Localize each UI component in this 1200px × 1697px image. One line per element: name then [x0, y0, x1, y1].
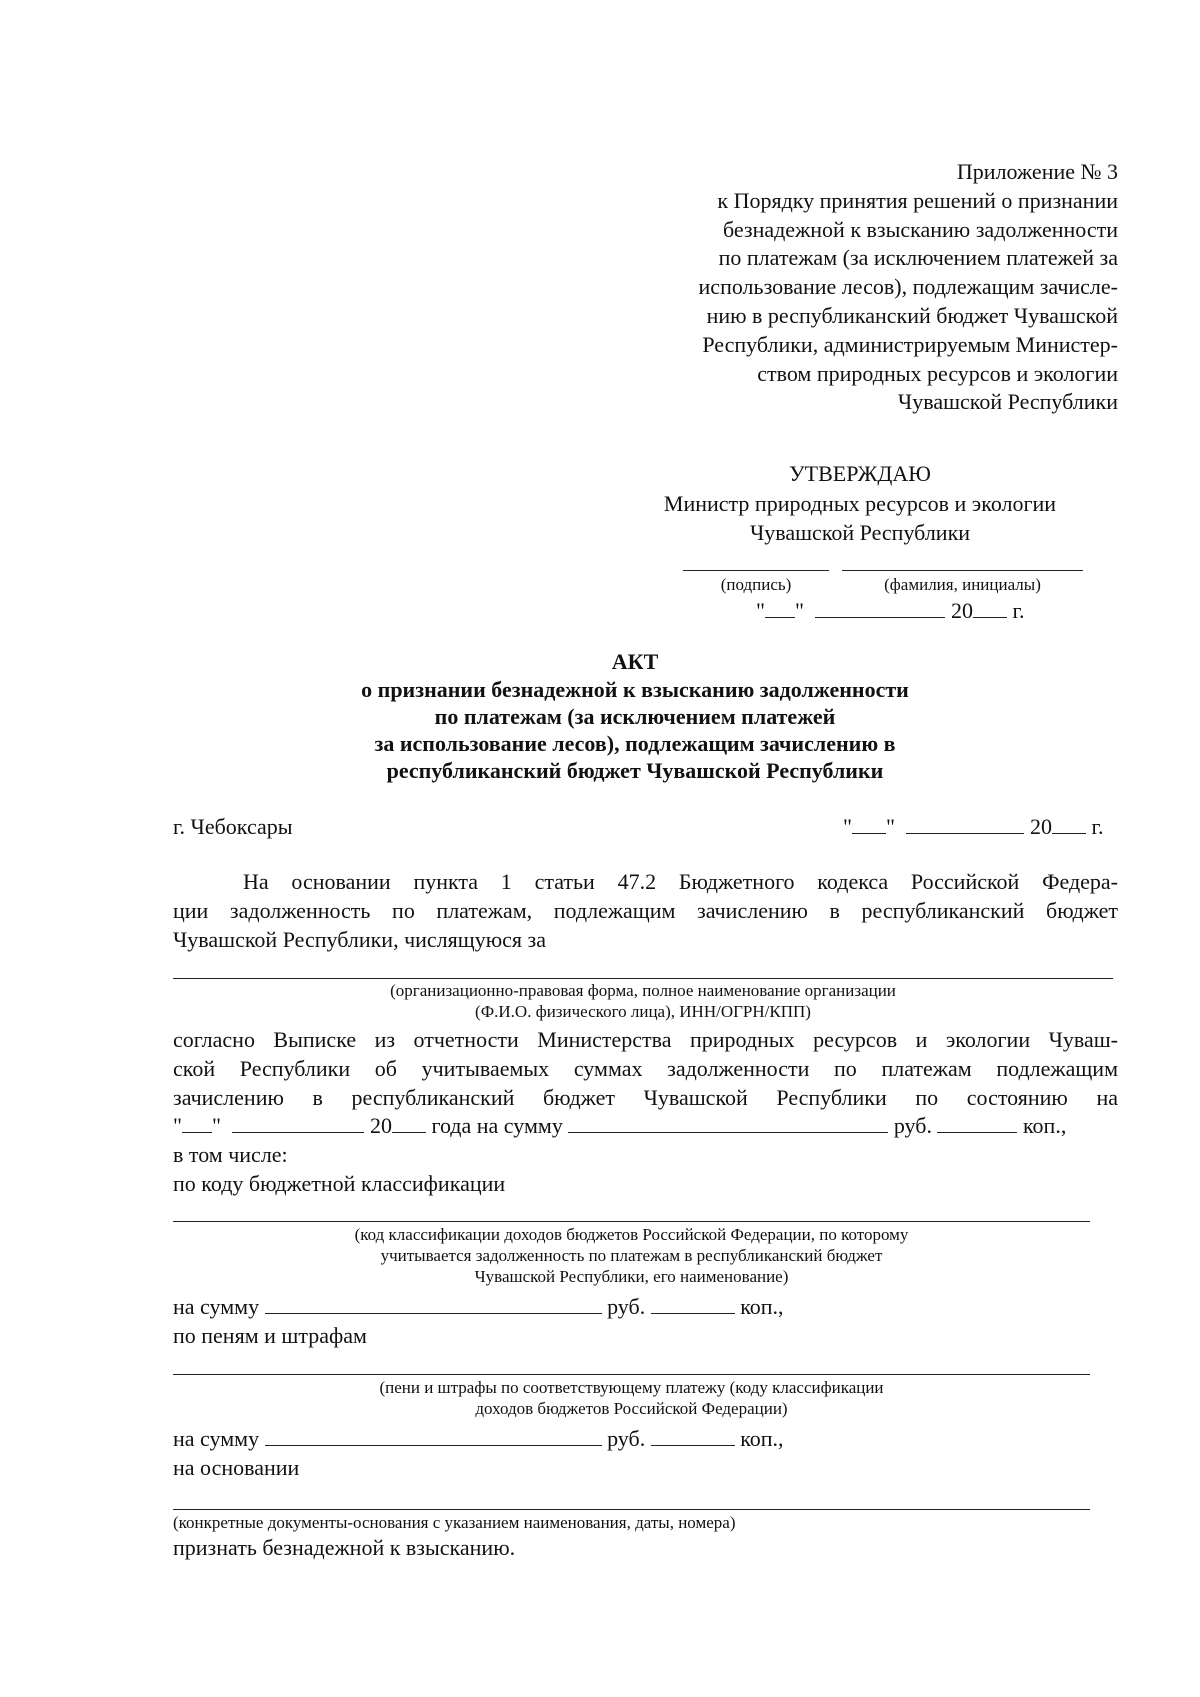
- para2-line: согласно Выписке из отчетности Министерства природных ресурсов и экологии Чуваш-: [173, 1027, 1118, 1052]
- para1-line: На основании пункта 1 статьи 47.2 Бюджетного кодекса Российской Федера-: [243, 869, 1118, 894]
- date-sum-mid: года на сумму: [431, 1113, 563, 1138]
- rub-label: руб.: [607, 1294, 646, 1319]
- appendix-title: Приложение № 3: [956, 159, 1118, 184]
- quote-open: ": [843, 814, 852, 839]
- name-line: [842, 570, 1083, 571]
- sum1-line: [173, 1293, 784, 1321]
- penalty-caption: (пени и штрафы по соответствующему платежу (коду классификации: [379, 1378, 884, 1397]
- conclusion: признать безнадежной к взысканию.: [173, 1535, 516, 1560]
- para1-line: Чувашской Республики, числящуюся за: [173, 927, 546, 952]
- basis-label: на основании: [173, 1455, 300, 1480]
- act-subtitle-line: по платежам (за исключением платежей: [434, 704, 836, 729]
- quote-open: ": [756, 598, 765, 623]
- act-title: АКТ: [611, 649, 659, 674]
- name-caption: (фамилия, инициалы): [884, 575, 1041, 594]
- day-blank: [852, 813, 886, 834]
- month-blank: [815, 597, 945, 618]
- appendix-line: Чувашской Республики: [897, 389, 1118, 415]
- kop-blank: [651, 1425, 735, 1446]
- kbk-caption: (код классификации доходов бюджетов Российской Федерации, по которому: [354, 1225, 909, 1244]
- year-blank: [1052, 813, 1086, 834]
- appendix-line: по платежам (за исключением платежей за: [718, 245, 1118, 271]
- appendix-block: [598, 158, 1118, 417]
- appendix-line: нию в республиканский бюджет Чувашской: [706, 302, 1118, 328]
- approval-date: [756, 597, 1025, 625]
- quote-close: ": [211, 1113, 221, 1138]
- day-blank: [765, 597, 795, 618]
- sum-blank: [568, 1112, 888, 1133]
- day-blank: [182, 1112, 212, 1133]
- year-prefix: 20: [369, 1113, 392, 1138]
- kbk-caption: Чувашской Республики, его наименование): [474, 1267, 789, 1286]
- basis-blank-line: [173, 1509, 1090, 1510]
- year-blank: [973, 597, 1007, 618]
- appendix-line: Республики, администрируемым Министер-: [702, 331, 1118, 357]
- year-suffix: г.: [1091, 814, 1104, 839]
- act-subtitle-line: за использование лесов), подлежащим зачислению в: [374, 731, 896, 756]
- year-prefix: 20: [1029, 814, 1052, 839]
- signature-line: [683, 570, 829, 571]
- act-subtitle-line: о признании безнадежной к взысканию задолженности: [361, 677, 909, 702]
- penalty-label: по пеням и штрафам: [173, 1323, 367, 1348]
- kop-label: коп.,: [740, 1294, 784, 1319]
- including-label: в том числе:: [173, 1142, 288, 1167]
- sum-label: на сумму: [173, 1426, 260, 1451]
- kop-label: коп.,: [740, 1426, 784, 1451]
- approval-position: Министр природных ресурсов и экологии: [663, 491, 1057, 516]
- quote-open: ": [173, 1113, 182, 1138]
- sum-label: на сумму: [173, 1294, 260, 1319]
- kbk-label: по коду бюджетной классификации: [173, 1171, 506, 1196]
- para1-line: ции задолженность по платежам, подлежащим зачислению в республиканский бюджет: [173, 898, 1118, 923]
- rub-label: руб.: [893, 1113, 932, 1138]
- act-date: [843, 813, 1104, 841]
- kbk-caption: учитывается задолженность по платежам в республиканский бюджет: [380, 1246, 883, 1265]
- approval-org: Чувашской Республики: [749, 520, 971, 545]
- org-blank-line: [173, 978, 1113, 979]
- kop-label: коп.,: [1022, 1113, 1067, 1138]
- basis-caption: (конкретные документы-основания с указанием наименования, даты, номера): [173, 1513, 736, 1532]
- month-blank: [232, 1112, 364, 1133]
- month-blank: [906, 813, 1024, 834]
- appendix-line: к Порядку принятия решений о признании: [717, 187, 1118, 213]
- para2-line: зачислению в республиканский бюджет Чувашской Республики по состоянию на: [173, 1085, 1118, 1110]
- quote-close: ": [885, 814, 895, 839]
- kbk-blank-line: [173, 1221, 1090, 1222]
- penalty-caption: доходов бюджетов Российской Федерации): [475, 1399, 788, 1418]
- year-prefix: 20: [950, 598, 973, 623]
- appendix-line: ством природных ресурсов и экологии: [757, 360, 1118, 386]
- rub-label: руб.: [607, 1426, 646, 1451]
- sum-blank: [265, 1293, 602, 1314]
- sum-blank: [265, 1425, 602, 1446]
- appendix-line: безнадежной к взысканию задолженности: [722, 216, 1118, 242]
- para2-line: ской Республики об учитываемых суммах задолженности по платежам подлежащим: [173, 1056, 1118, 1081]
- penalty-blank-line: [173, 1374, 1090, 1375]
- approval-title: УТВЕРЖДАЮ: [789, 461, 931, 486]
- kop-blank: [937, 1112, 1017, 1133]
- year-blank: [392, 1112, 426, 1133]
- quote-close: ": [794, 598, 804, 623]
- act-subtitle-line: республиканский бюджет Чувашской Республики: [386, 758, 884, 783]
- kop-blank: [651, 1293, 735, 1314]
- city: г. Чебоксары: [173, 814, 293, 839]
- org-caption: (Ф.И.О. физического лица), ИНН/ОГРН/КПП): [475, 1002, 811, 1021]
- date-sum-line: [173, 1112, 1066, 1140]
- year-suffix: г.: [1012, 598, 1025, 623]
- appendix-line: использование лесов), подлежащим зачисле-: [698, 274, 1118, 300]
- org-caption: (организационно-правовая форма, полное наименование организации: [390, 981, 896, 1000]
- signature-caption: (подпись): [720, 575, 792, 594]
- sum2-line: [173, 1425, 784, 1453]
